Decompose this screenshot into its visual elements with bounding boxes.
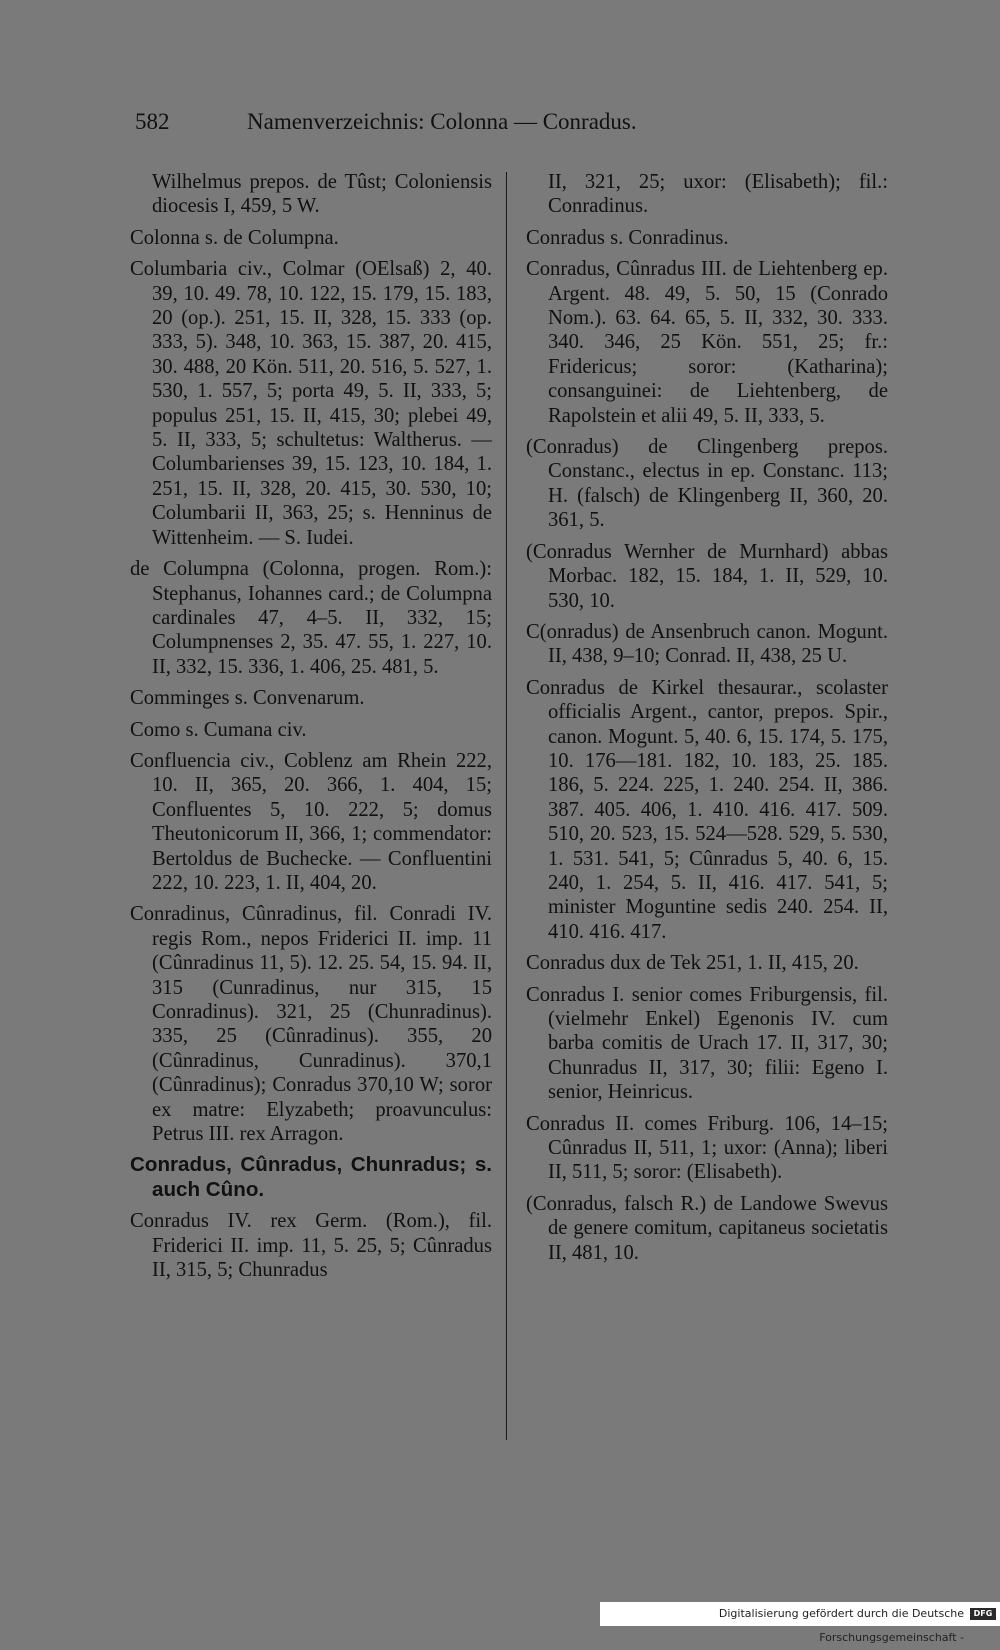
index-entry: (Conradus Wernher de Murnhard) abbas Morbac. 182, 15. 184, 1. II, 529, 10. 530, 10. bbox=[526, 540, 888, 612]
right-column bbox=[526, 170, 888, 1272]
index-entry: Columbaria civ., Colmar (OElsaß) 2, 40. 39, 10. 49. 78, 10. 122, 15. 179, 15. 183, 20 (op.). 251, 15. II, 328, 15. 333 (op. 333, 5). 348, 10. 363, 15. 387, 20. 415, 30. 488, 20 Kön. 511, 20. 516, 5. 527, 1. 530, 1. 557, 5; porta 49, 5. II, 333, 5; populus 251, 15. II, 415, 30; plebei 49, 5. II, 333, 5; schultetus: Waltherus. — Columbarienses 39, 15. 123, 10. 184, 1. 251, 15. II, 328, 20. 415, 30. 530, 10; Columbarii II, 363, 25; s. Henninus de Wittenheim. — S. Iudei. bbox=[130, 258, 492, 549]
index-entry: Como s. Cumana civ. bbox=[130, 718, 307, 741]
index-entry: Comminges s. Convenarum. bbox=[130, 687, 365, 710]
page-number: 582 bbox=[135, 109, 170, 134]
index-entry: Confluencia civ., Coblenz am Rhein 222, 10. II, 365, 20. 366, 1. 404, 15; Confluentes 5, 10. 222, 5; domus Theutonicorum II, 366, 1; commendator: Bertoldus de Buchecke. — Confluentini 222, 10. 223, 1. II, 404, 20. bbox=[130, 749, 492, 894]
index-entry: II, 321, 25; uxor: (Elisabeth); fil.: Conradinus. bbox=[548, 171, 888, 218]
digitization-footer bbox=[600, 1602, 1000, 1644]
index-entry: Conradus II. comes Friburg. 106, 14–15; Cûnradus II, 511, 1; uxor: (Anna); liberi II, 511, 5; soror: (Elisabeth). bbox=[526, 1112, 888, 1184]
index-entry: Conradus IV. rex Germ. (Rom.), fil. Friderici II. imp. 11, 5. 25, 5; Cûnradus II, 315, 5; Chunradus bbox=[130, 1210, 492, 1282]
page-header bbox=[135, 108, 735, 136]
index-heading: Conradus, Cûnradus, Chunradus; s. auch Cûno. bbox=[130, 1153, 492, 1201]
index-entry: C(onradus) de Ansenbruch canon. Mogunt. II, 438, 9–10; Conrad. II, 438, 25 U. bbox=[526, 620, 888, 668]
index-entry: Wilhelmus prepos. de Tûst; Coloniensis diocesis I, 459, 5 W. bbox=[152, 171, 492, 218]
column-divider bbox=[506, 172, 507, 1440]
index-entry: Conradus I. senior comes Friburgensis, fil. (vielmehr Enkel) Egenonis IV. cum barba comitis de Urach 17. II, 317, 30; Chunradus II, 317, 30; filii: Egeno I. senior, Heinricus. bbox=[526, 983, 888, 1104]
index-entry: (Conradus) de Clingenberg prepos. Constanc., electus in ep. Constanc. 113; H. (falsch) de Klingenberg II, 360, 20. 361, 5. bbox=[526, 436, 888, 532]
running-title: Namenverzeichnis: Colonna — Conradus. bbox=[247, 109, 637, 134]
index-entry: Colonna s. de Columpna. bbox=[130, 226, 339, 249]
index-entry: Conradus dux de Tek 251, 1. II, 415, 20. bbox=[526, 952, 859, 975]
index-entry: (Conradus, falsch R.) de Landowe Swevus de genere comitum, capitaneus societatis II, 481, 10. bbox=[526, 1192, 888, 1264]
index-entry: Conradus, Cûnradus III. de Liehtenberg ep. Argent. 48. 49, 5. 50, 15 (Conrado Nom.). 63. 64. 65, 5. II, 332, 30. 333. 340. 346, 25 Kön. 551, 25; fr.: Fridericus; soror: (Katharina); consanguinei: de Liehtenberg, de Rapolstein et alii 49, 5. II, 333, 5. bbox=[526, 258, 888, 427]
dfg-logo: DFG bbox=[970, 1608, 996, 1620]
index-entry: Conradinus, Cûnradinus, fil. Conradi IV. regis Rom., nepos Friderici II. imp. 11 (Cûnradinus 11, 5). 12. 25. 54, 15. 94. II, 315 (Cunradinus, nur 315, 15 Conradinus). 321, 25 (Chunradinus). 335, 25 (Cûnradinus). 355, 20 (Cûnradinus, Cunradinus). 370,1 (Cûnradinus); Conradus 370,10 W; soror ex matre: Elyzabeth; proavunculus: Petrus III. rex Arragon. bbox=[130, 903, 492, 1146]
index-entry: de Columpna (Colonna, progen. Rom.): Stephanus, Iohannes card.; de Columpna cardinales 47, 4–5. II, 332, 15; Columpnenses 2, 35. 47. 55, 1. 227, 10. II, 332, 15. 336, 1. 406, 25. 481, 5. bbox=[130, 558, 492, 678]
index-entry: Conradus de Kirkel thesaurar., scolaster officialis Argent., cantor, prepos. Spir., canon. Mogunt. 5, 40. 6, 15. 174, 5. 175, 10. 176—181. 182, 10. 183, 25. 185. 186, 5. 224. 225, 1. 240. 254. II, 386. 387. 405. 406, 1. 410. 416. 417. 509. 510, 20. 523, 15. 524—528. 529, 5. 530, 1. 531. 541, 5; Cûnradus 5, 40. 6, 15. 240, 1. 254, 5. II, 416. 417. 541, 5; minister Moguntine sedis 240. 254. II, 410. 416. 417. bbox=[526, 676, 888, 943]
index-entry: Conradus s. Conradinus. bbox=[526, 226, 729, 249]
left-column bbox=[130, 170, 492, 1289]
footer-text: Digitalisierung gefördert durch die Deutsche Forschungsgemeinschaft - bbox=[718, 1607, 964, 1644]
